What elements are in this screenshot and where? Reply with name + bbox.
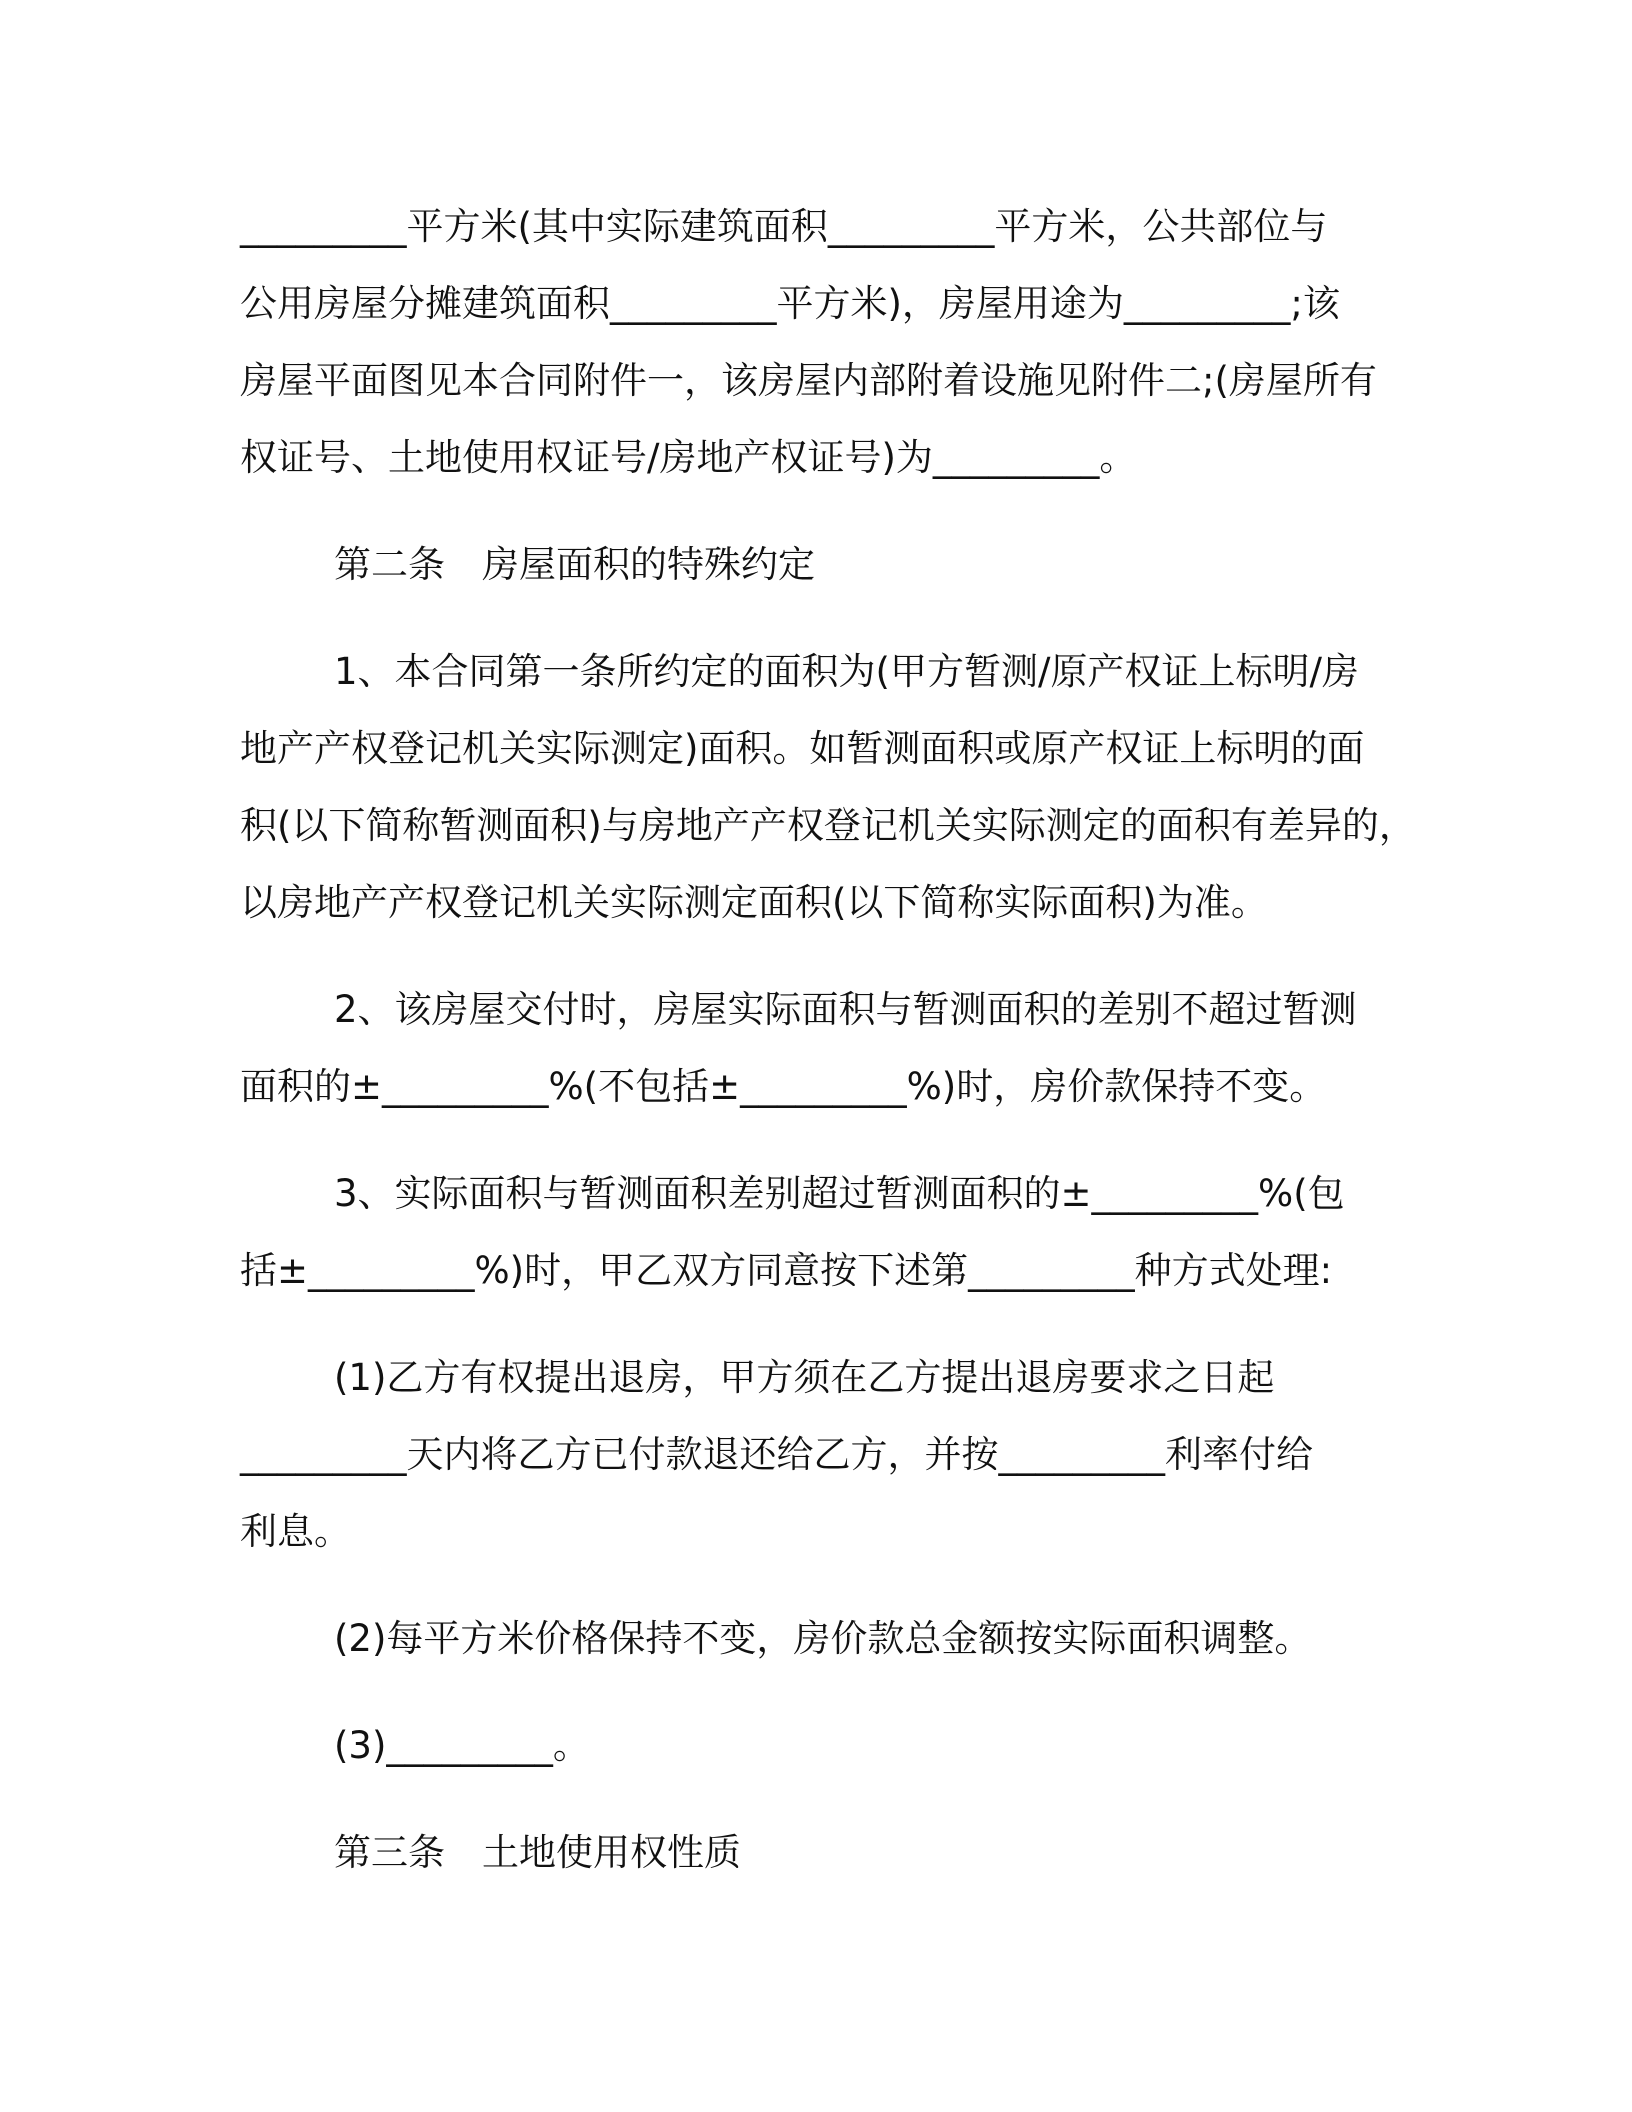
paragraph-gap bbox=[240, 1784, 1420, 1814]
text-line: 权证号、土地使用权证号/房地产权证号)为_________。 bbox=[240, 436, 1137, 479]
heading-text: 第二条 房屋面积的特殊约定 bbox=[334, 543, 815, 586]
clause-1 bbox=[240, 633, 1420, 941]
paragraph-gap bbox=[240, 941, 1420, 971]
text-line: _________平方米(其中实际建筑面积_________平方米，公共部位与 bbox=[240, 205, 1328, 248]
text-line: 1、本合同第一条所约定的面积为(甲方暂测/原产权证上标明/房 bbox=[334, 650, 1359, 693]
text-line: (3)_________。 bbox=[334, 1724, 590, 1767]
paragraph-gap bbox=[240, 603, 1420, 633]
paragraph-gap bbox=[240, 496, 1420, 526]
paragraph-gap bbox=[240, 1677, 1420, 1707]
option-1 bbox=[240, 1339, 1420, 1570]
text-line: _________天内将乙方已付款退还给乙方，并按_________利率付给 bbox=[240, 1433, 1313, 1476]
text-line: (2)每平方米价格保持不变，房价款总金额按实际面积调整。 bbox=[334, 1617, 1312, 1660]
text-line: 房屋平面图见本合同附件一，该房屋内部附着设施见附件二;(房屋所有 bbox=[240, 359, 1377, 402]
article-heading-2 bbox=[240, 526, 1420, 603]
text-line: 以房地产产权登记机关实际测定面积(以下简称实际面积)为准。 bbox=[240, 881, 1268, 924]
document-body bbox=[240, 188, 1420, 1891]
text-line: 2、该房屋交付时，房屋实际面积与暂测面积的差别不超过暂测 bbox=[334, 988, 1357, 1031]
text-line: 积(以下简称暂测面积)与房地产产权登记机关实际测定的面积有差异的， bbox=[240, 804, 1416, 847]
text-line: 利息。 bbox=[240, 1510, 351, 1553]
text-line: 地产产权登记机关实际测定)面积。如暂测面积或原产权证上标明的面 bbox=[240, 727, 1365, 770]
clause-3 bbox=[240, 1155, 1420, 1309]
text-line: 3、实际面积与暂测面积差别超过暂测面积的±_________%(包 bbox=[334, 1172, 1345, 1215]
paragraph-area-description bbox=[240, 188, 1420, 496]
paragraph-gap bbox=[240, 1125, 1420, 1155]
clause-2 bbox=[240, 971, 1420, 1125]
option-3 bbox=[240, 1707, 1420, 1784]
text-line: (1)乙方有权提出退房，甲方须在乙方提出退房要求之日起 bbox=[334, 1356, 1275, 1399]
article-heading-3 bbox=[240, 1814, 1420, 1891]
text-line: 面积的±_________%(不包括±_________%)时，房价款保持不变。 bbox=[240, 1065, 1327, 1108]
option-2 bbox=[240, 1600, 1420, 1677]
text-line: 公用房屋分摊建筑面积_________平方米)，房屋用途为_________;该 bbox=[240, 282, 1340, 325]
paragraph-gap bbox=[240, 1570, 1420, 1600]
text-line: 括±_________%)时，甲乙双方同意按下述第_________种方式处理: bbox=[240, 1249, 1333, 1292]
heading-text: 第三条 土地使用权性质 bbox=[334, 1831, 741, 1874]
paragraph-gap bbox=[240, 1309, 1420, 1339]
